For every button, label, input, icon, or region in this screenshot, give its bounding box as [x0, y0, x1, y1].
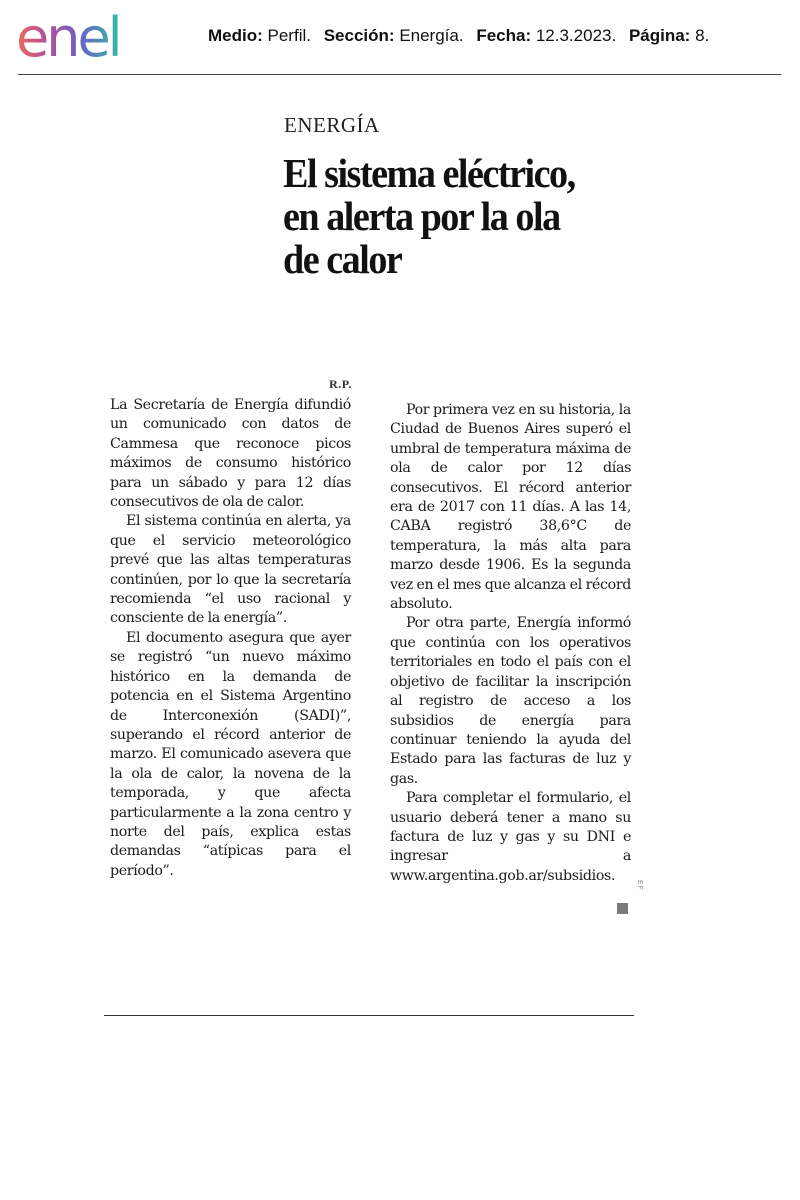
pagina-value: 8. [695, 26, 710, 45]
photo-credit: EF [636, 880, 643, 891]
article-paragraph: Por otra parte, Energía informó que continúa con los operativos territoriales en todo el país con el objetivo de facilitar la inscripción al registro de acceso a los subsidios de energía para continuar teniendo la ayuda del Estado para las facturas de luz y gas. [390, 615, 631, 787]
enel-logo [16, 14, 168, 66]
fecha-label: Fecha: [476, 26, 532, 45]
article-paragraph: El sistema continúa en alerta, ya que el servicio meteorológico prevé que las altas temperaturas continúen, por lo que la secretaría recomienda “el uso racional y consciente de la energía”. [110, 513, 351, 627]
medio-value: Perfil. [267, 26, 311, 45]
article-paragraph: Para completar el formulario, el usuario deberá tener a mano su factura de luz y gas y su DNI e ingresar a www.argentina.gob.ar/subsidios. [390, 790, 631, 884]
article-headline: El sistema eléctrico, en alerta por la ola de calor [283, 150, 575, 282]
pagina-label: Página: [628, 26, 691, 45]
article-section-label: ENERGÍA [284, 113, 380, 137]
article-byline: R.P. [329, 377, 352, 391]
seccion-label: Sección: [323, 26, 395, 45]
clipping-metadata [208, 26, 788, 46]
article-paragraph: Por primera vez en su historia, la Ciudad de Buenos Aires superó el umbral de temperatura máxima de ola de calor por 12 días consecutivos. El récord anterior era de 2017 con 11 días. A las 14, CABA registró 38,6°C de temperatura, la más alta para marzo desde 1906. Es la segunda vez en el mes que alcanza el récord absoluto. [390, 402, 631, 613]
article-column-right [390, 401, 631, 886]
logo-wordmark: enel [16, 14, 120, 66]
medio-label: Medio: [208, 26, 263, 45]
fecha-field [476, 26, 616, 45]
pagina-field [629, 26, 709, 45]
header-divider [18, 74, 781, 75]
article-column-left [110, 396, 351, 881]
medio-field [208, 26, 311, 45]
seccion-value: Energía. [399, 26, 464, 45]
article-paragraph: La Secretaría de Energía difundió un comunicado con datos de Cammesa que reconoce picos máximos de consumo histórico para un sábado y para 12 días consecutivos de ola de calor. [110, 397, 351, 511]
fecha-value: 12.3.2023. [535, 26, 617, 45]
seccion-field [324, 26, 464, 45]
article-paragraph: El documento asegura que ayer se registró “un nuevo máximo histórico en la demanda de potencia en el Sistema Argentino de Interconexión (SADI)”, superando el récord anterior de marzo. El comunicado asevera que la ola de calor, la novena de la temporada, y que afecta particularmente a la zona centro y norte del país, explica estas demandas “atípicas para el período”. [110, 629, 351, 879]
article-end-mark [617, 903, 628, 914]
clipping-bottom-divider [104, 1015, 634, 1016]
